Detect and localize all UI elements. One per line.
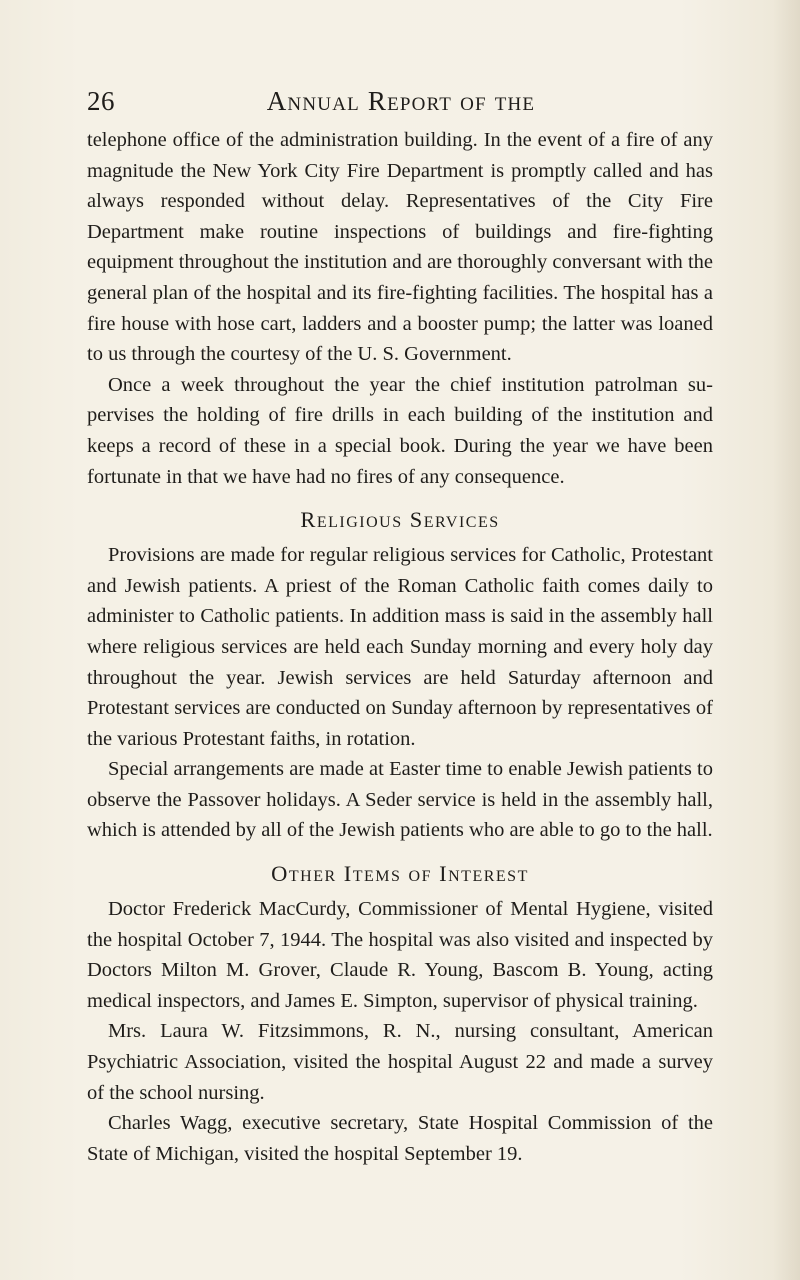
page-body [87,125,713,1169]
page-number: 26 [87,86,115,116]
page-header [87,86,715,120]
paragraph-wagg: Charles Wagg, executive secretary, State Hospital Commission of the State of Michigan, visited the hospital September 19. [87,1112,713,1165]
page-edge-shadow [772,0,800,1280]
paragraph-visitors: Doctor Frederick MacCurdy, Commissioner of Mental Hygiene, visited the hospital October 7, 1944. The hospital was also visited and inspected by Doctors Milton M. Grover, Claude R. Young, Bascom B. Young, acting medical inspectors, and James E. Simpton, supervisor of physical training. [87,898,713,1012]
paragraph-religious-provisions: Provisions are made for regular religious services for Catholic, Protestant and Jewish patients. A priest of the Roman Catholic faith comes daily to administer to Catholic patients. In addition mass is said in the assembly hall where religious services are held each Sunday morning and every holy day throughout the year. Jewish services are held Saturday afternoon and Protestant services are conducted on Sunday afternoon by representatives of the various Protestant faiths, in rotation. [87,544,713,750]
paragraph-passover: Special arrangements are made at Easter time to enable Jewish patients to observe the Passover holidays. A Seder service is held in the assembly hall, which is attended by all of the Jewish patients who are able to go to the hall. [87,758,713,842]
paragraph-fire-department: telephone office of the administration building. In the event of a fire of any magnitude the New York City Fire Department is promptly called and has always responded without delay. Representatives of the City Fire Department make routine inspections of buildings and fire-fighting equipment throughout the institution and are thoroughly conversant with the general plan of the hospital and its fire-fighting facilities. The hospital has a fire house with hose cart, ladders and a booster pump; the latter was loaned to us through the courtesy of the U. S. Government. [87,129,713,366]
paragraph-fire-drills: Once a week throughout the year the chief institution patrolman supervises the holding of fire drills in each building of the institution and keeps a record of these in a special book. During the year we have been fortunate in that we have had no fires of any consequence. [87,373,713,488]
heading-religious-services: Religious Services [300,507,500,533]
paragraph-fitzsimmons: Mrs. Laura W. Fitzsimmons, R. N., nursing consultant, American Psychiatric Association, visited the hospital August 22 and made a survey of the school nursing. [87,1020,713,1104]
running-title: Annual Report of the [266,86,536,116]
heading-other-items: Other Items of Interest [271,861,529,887]
